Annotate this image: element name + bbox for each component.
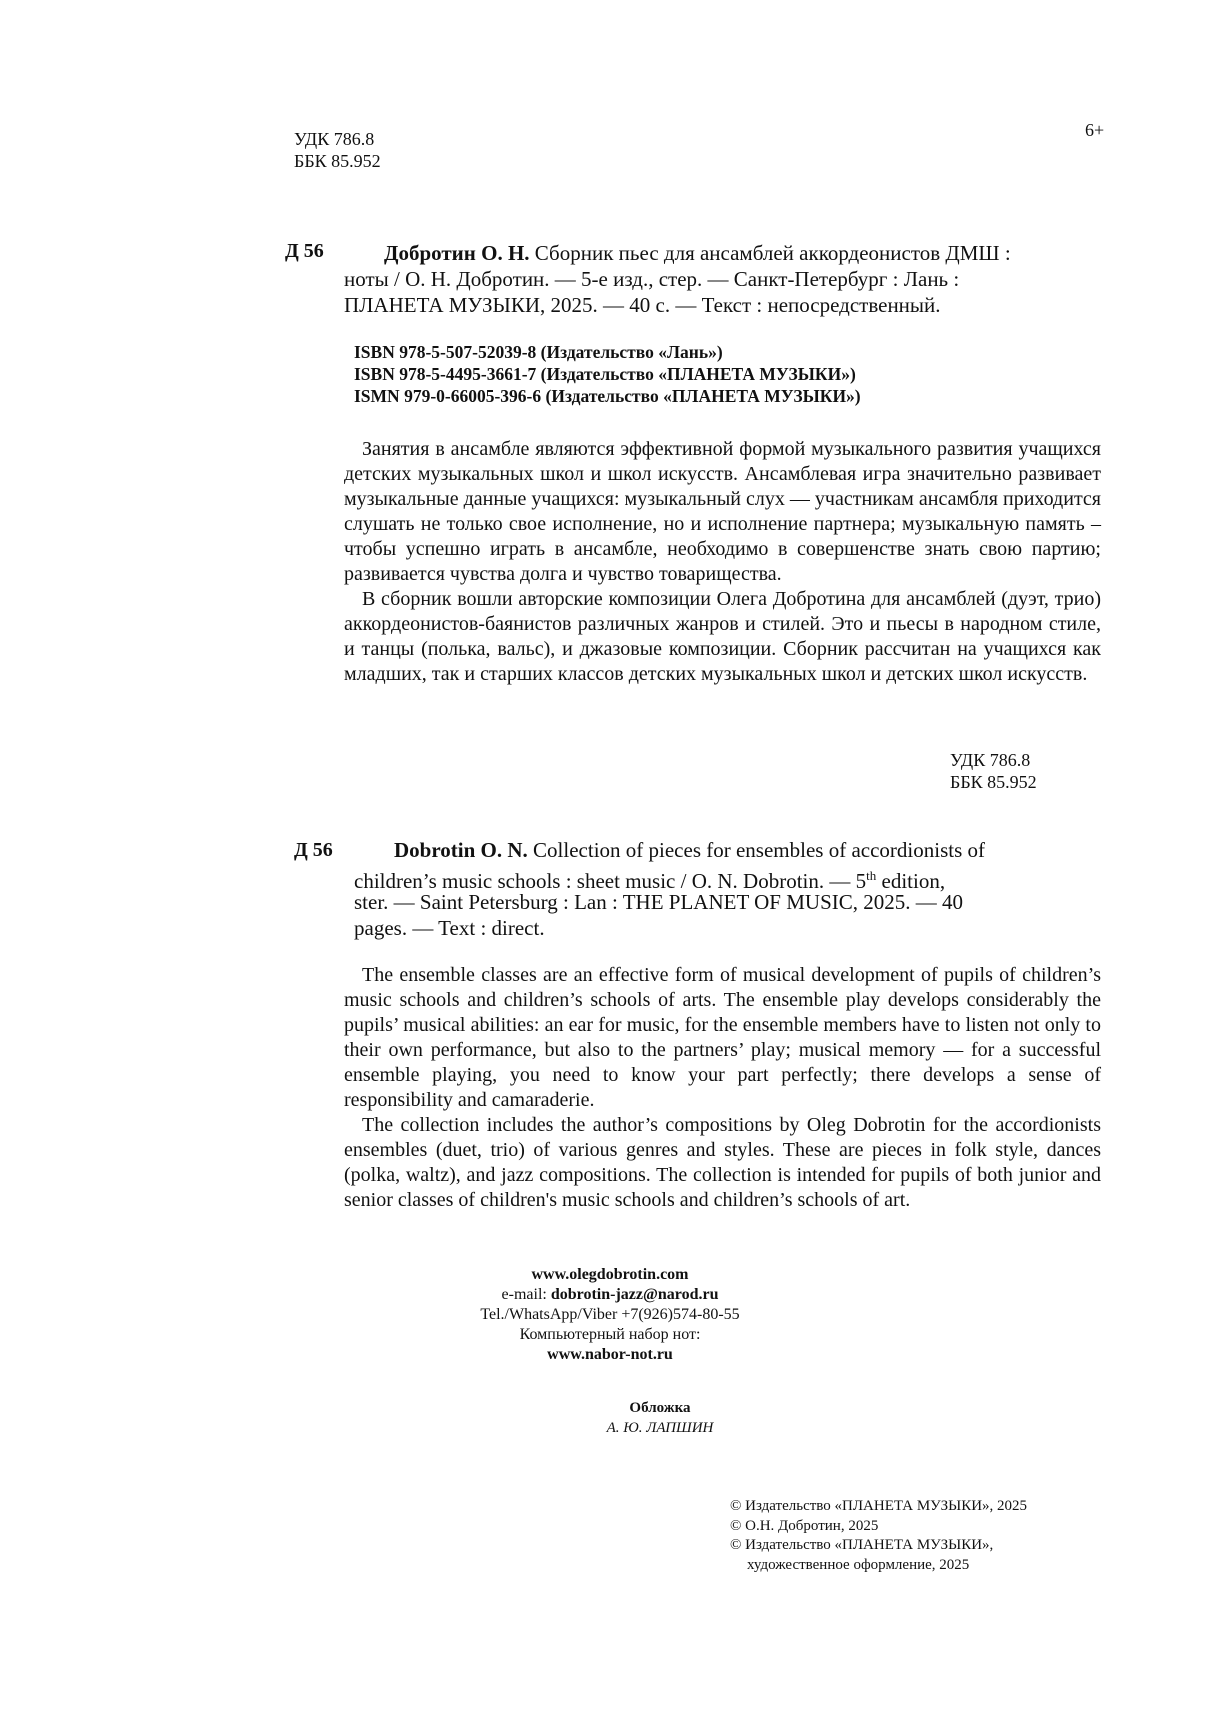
copyright-block — [730, 1497, 1027, 1575]
ru-bib-line2: ноты / О. Н. Добротин. — 5-е изд., стер. — Санкт-Петербург : Лань : — [344, 267, 960, 291]
en-abstract — [344, 963, 1101, 1213]
age-rating: 6+ — [1085, 120, 1105, 140]
email-label: e-mail: — [501, 1286, 551, 1303]
en-author-mark: Д 56 — [294, 839, 333, 861]
isbn-planet: ISBN 978-5-4495-3661-7 (Издательство «ПЛАНЕТА МУЗЫКИ») — [354, 364, 856, 384]
en-bib-line4: pages. — Text : direct. — [354, 916, 545, 940]
copyright-line1: © Издательство «ПЛАНЕТА МУЗЫКИ», 2025 — [730, 1498, 1028, 1514]
en-bib-line1 — [394, 837, 1101, 863]
en-edition-superscript: th — [866, 868, 877, 883]
ismn-planet: ISMN 979-0-66005-396-6 (Издательство «ПЛАНЕТА МУЗЫКИ») — [354, 386, 861, 406]
cover-credit — [560, 1398, 760, 1438]
cover-artist: А. Ю. ЛАПШИН — [606, 1420, 714, 1436]
ru-bib-line1 — [384, 240, 1101, 266]
en-abstract-p1: The ensemble classes are an effective form of musical development of pupils of children’s music schools and children’s schools of arts. The ensemble play develops considerably the pupils’ musical abilities: an ear for music, for the ensemble members have to listen not only to their own performance, but also to the partners’ play; musical memory — for a successful ensemble playing, you need to know your part perfectly; there develops a sense of responsibility and camaraderie. — [344, 964, 1101, 1111]
contacts-block — [410, 1265, 810, 1365]
classification-codes-top — [294, 128, 381, 172]
en-bib-line3: ster. — Saint Petersburg : Lan : THE PLANET OF MUSIC, 2025. — 40 — [354, 890, 963, 914]
isbn-block — [354, 341, 861, 407]
ru-abstract-p2: В сборник вошли авторские композиции Олега Добротина для ансамблей (дуэт, трио) аккордеонистов-баянистов различных жанров и стилей. Это и пьесы в народном стиле, и танцы (полька, вальс), и джазовые композиции. Сборник рассчитан на учащихся как младших, так и старших классов детских музыкальных школ и детских школ искусств. — [344, 588, 1101, 685]
en-line2-text: children’s music schools : sheet music / O. N. Dobrotin. — 5 — [354, 869, 867, 893]
copyright-line4: художественное оформление, 2025 — [747, 1556, 970, 1573]
ru-author: Добротин О. Н. — [384, 241, 530, 265]
ru-bib-line3: ПЛАНЕТА МУЗЫКИ, 2025. — 40 с. — Текст : непосредственный. — [344, 293, 941, 317]
typesetting-website[interactable]: www.nabor-not.ru — [547, 1346, 673, 1363]
phone-line: Tel./WhatsApp/Viber +7(926)574-80-55 — [480, 1306, 740, 1323]
udk-code: УДК 786.8 — [294, 129, 375, 149]
email-line — [410, 1285, 810, 1305]
author-website[interactable]: www.olegdobrotin.com — [531, 1266, 689, 1283]
ru-bbk-code: ББК 85.952 — [950, 772, 1037, 792]
email-address[interactable]: dobrotin-jazz@narod.ru — [550, 1286, 719, 1303]
ru-author-mark: Д 56 — [285, 240, 324, 262]
ru-udk-code: УДК 786.8 — [950, 750, 1031, 770]
bbk-code: ББК 85.952 — [294, 151, 381, 171]
ru-abstract — [344, 437, 1101, 687]
copyright-line3: © Издательство «ПЛАНЕТА МУЗЫКИ», — [730, 1537, 994, 1553]
ru-title: Сборник пьес для ансамблей аккордеонистов ДМШ : — [534, 241, 1011, 265]
en-abstract-p2: The collection includes the author’s compositions by Oleg Dobrotin for the accordionists ensembles (duet, trio) of various genres and styles. These are pieces in folk style, dances (polka, waltz), and jazz compositions. The collection is intended for pupils of both junior and senior classes of children's music schools and children’s schools of art. — [344, 1114, 1101, 1211]
en-line2-end: edition, — [876, 869, 946, 893]
en-title: Collection of pieces for ensembles of accordionists of — [533, 838, 985, 862]
classification-codes-ru — [950, 749, 1037, 793]
isbn-lan: ISBN 978-5-507-52039-8 (Издательство «Лань») — [354, 342, 723, 362]
en-author: Dobrotin O. N. — [394, 838, 528, 862]
typesetting-label: Компьютерный набор нот: — [519, 1326, 701, 1343]
cover-label: Обложка — [629, 1400, 691, 1416]
ru-abstract-p1: Занятия в ансамбле являются эффективной формой музыкального развития учащихся детских музыкальных школ и школ искусств. Ансамблевая игра значительно развивает музыкальные данные учащихся: музыкальный слух — участникам ансамбля приходится слушать не только свое исполнение, но и исполнение партнера; музыкальную память – чтобы успешно играть в ансамбле, необходимо в совершенстве знать свою партию; развивается чувства долга и чувство товарищества. — [344, 438, 1101, 585]
copyright-line2: © О.Н. Добротин, 2025 — [730, 1517, 879, 1534]
